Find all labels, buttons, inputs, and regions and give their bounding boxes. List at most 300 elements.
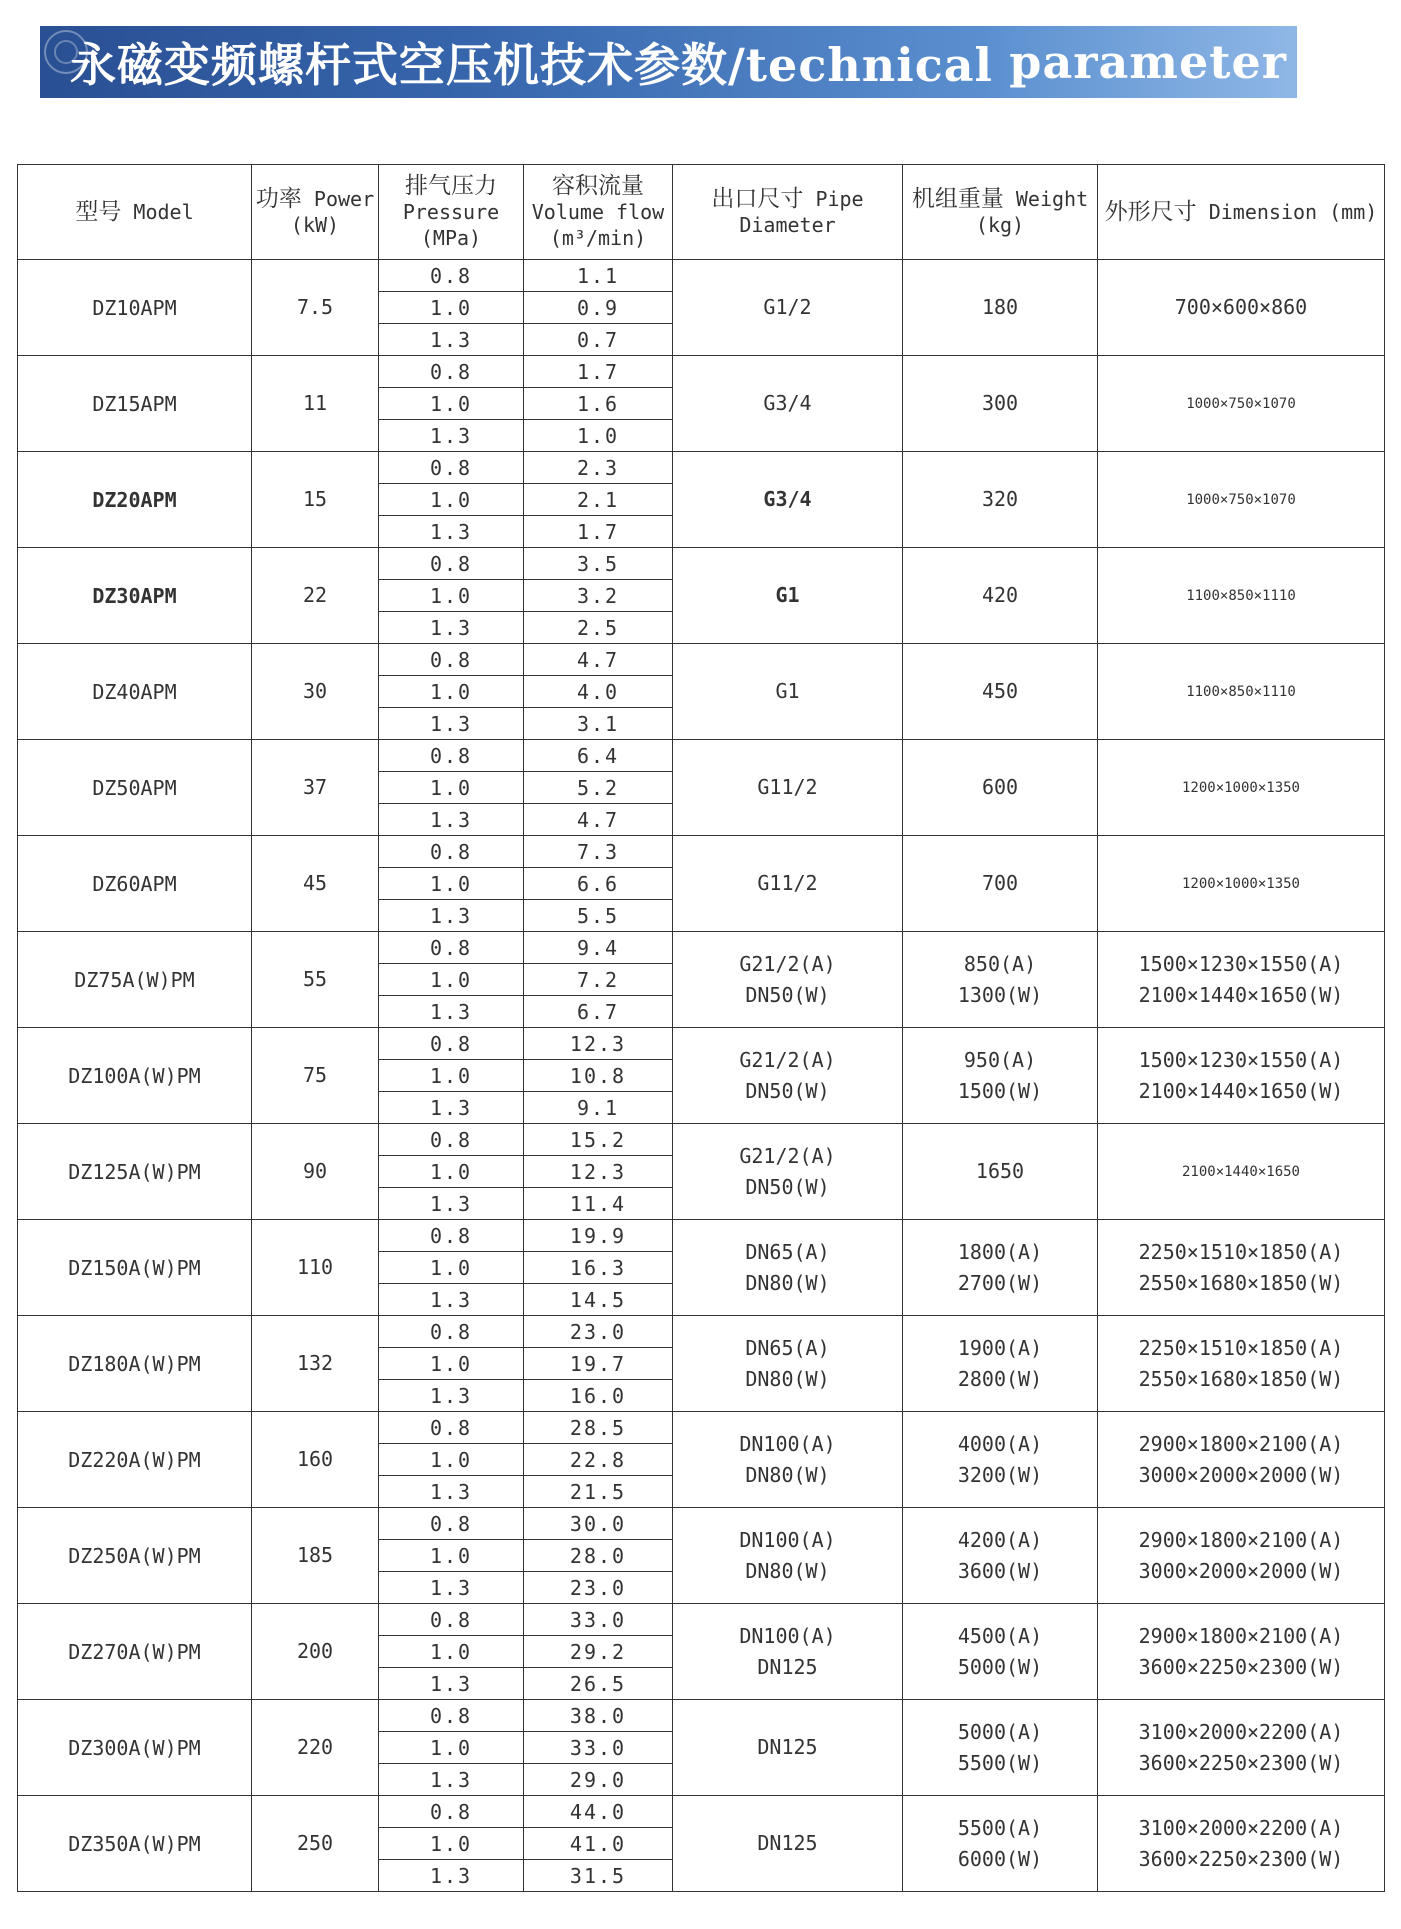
- pressure-cell: 1.0: [379, 1828, 524, 1860]
- weight-cell-line: 950(A): [963, 1047, 1037, 1072]
- header-dimension-en: Dimension: [1208, 200, 1318, 224]
- dimension-cell-line: 3000×2000×2000(W): [1138, 1462, 1344, 1487]
- header-pressure-cn: 排气压力: [405, 173, 497, 199]
- flow-cell: 6.6: [524, 868, 673, 900]
- pipe-cell-line: G11/2: [757, 775, 818, 799]
- weight-cell-line: 6000(W): [957, 1846, 1043, 1871]
- dimension-cell-line: 2250×1510×1850(A): [1138, 1335, 1344, 1360]
- header-power-unit: (kW): [290, 213, 340, 237]
- pipe-cell: [673, 260, 903, 356]
- flow-cell: 2.3: [524, 452, 673, 484]
- pressure-cell: 1.3: [379, 324, 524, 356]
- weight-cell-line: 3600(W): [957, 1558, 1043, 1583]
- model-cell: DZ270A(W)PM: [18, 1604, 252, 1700]
- flow-cell: 33.0: [524, 1732, 673, 1764]
- pipe-cell: [673, 548, 903, 644]
- dimension-cell-line: 3000×2000×2000(W): [1138, 1558, 1344, 1583]
- model-cell: DZ60APM: [18, 836, 252, 932]
- header-flow: [524, 165, 673, 260]
- header-model-cn: 型号: [75, 199, 122, 225]
- weight-cell-line: 4200(A): [957, 1527, 1043, 1552]
- pipe-cell: [673, 1124, 903, 1220]
- dimension-cell-line: 1100×850×1110: [1186, 683, 1296, 700]
- power-cell: 132: [252, 1316, 379, 1412]
- header-model-en: Model: [133, 200, 194, 224]
- title-banner: [40, 26, 1297, 98]
- flow-cell: 4.0: [524, 676, 673, 708]
- flow-cell: 23.0: [524, 1572, 673, 1604]
- pipe-cell-line: DN50(W): [745, 1174, 830, 1199]
- dimension-cell-line: 3600×2250×2300(W): [1138, 1654, 1344, 1679]
- weight-cell-line: 2800(W): [957, 1366, 1043, 1391]
- power-cell: 55: [252, 932, 379, 1028]
- flow-cell: 11.4: [524, 1188, 673, 1220]
- pipe-cell-line: G11/2: [757, 871, 818, 895]
- flow-cell: 2.1: [524, 484, 673, 516]
- model-cell: DZ220A(W)PM: [18, 1412, 252, 1508]
- flow-cell: 10.8: [524, 1060, 673, 1092]
- header-weight: [903, 165, 1098, 260]
- pressure-cell: 1.3: [379, 516, 524, 548]
- weight-cell: [903, 836, 1098, 932]
- pipe-cell-line: DN80(W): [745, 1462, 830, 1487]
- dimension-cell: [1098, 1604, 1385, 1700]
- pipe-cell-line: G1: [775, 583, 800, 607]
- flow-cell: 7.3: [524, 836, 673, 868]
- weight-cell: [903, 1220, 1098, 1316]
- dimension-cell-line: 2100×1440×1650: [1181, 1163, 1300, 1180]
- pressure-cell: 0.8: [379, 1220, 524, 1252]
- pressure-cell: 0.8: [379, 740, 524, 772]
- pressure-cell: 0.8: [379, 836, 524, 868]
- power-cell: 45: [252, 836, 379, 932]
- header-dimension: [1098, 165, 1385, 260]
- dimension-cell-line: 1000×750×1070: [1186, 395, 1296, 412]
- pressure-cell: 0.8: [379, 260, 524, 292]
- weight-cell: [903, 1412, 1098, 1508]
- table-row: [18, 356, 1385, 388]
- model-cell: DZ350A(W)PM: [18, 1796, 252, 1892]
- page-title-main: 永磁变频螺杆式空压机技术参数/technical: [70, 38, 993, 92]
- pressure-cell: 0.8: [379, 548, 524, 580]
- flow-cell: 0.7: [524, 324, 673, 356]
- flow-cell: 22.8: [524, 1444, 673, 1476]
- flow-cell: 31.5: [524, 1860, 673, 1892]
- pressure-cell: 1.3: [379, 1572, 524, 1604]
- pressure-cell: 1.3: [379, 1380, 524, 1412]
- header-dimension-unit: (mm): [1329, 200, 1378, 224]
- model-cell: DZ10APM: [18, 260, 252, 356]
- dimension-cell-line: 3100×2000×2200(A): [1138, 1815, 1344, 1840]
- flow-cell: 28.5: [524, 1412, 673, 1444]
- weight-cell-line: 3200(W): [957, 1462, 1043, 1487]
- table-row: [18, 1604, 1385, 1636]
- pressure-cell: 1.3: [379, 804, 524, 836]
- dimension-cell: [1098, 1316, 1385, 1412]
- dimension-cell: [1098, 1220, 1385, 1316]
- pressure-cell: 1.3: [379, 1668, 524, 1700]
- flow-cell: 3.2: [524, 580, 673, 612]
- pipe-cell-line: DN80(W): [745, 1270, 830, 1295]
- table-row: [18, 644, 1385, 676]
- pressure-cell: 1.3: [379, 420, 524, 452]
- dimension-cell: [1098, 932, 1385, 1028]
- pressure-cell: 0.8: [379, 1316, 524, 1348]
- pressure-cell: 1.0: [379, 1444, 524, 1476]
- weight-cell: [903, 1604, 1098, 1700]
- weight-cell-line: 5000(W): [957, 1654, 1043, 1679]
- power-cell: 37: [252, 740, 379, 836]
- pressure-cell: 1.3: [379, 996, 524, 1028]
- model-cell: DZ40APM: [18, 644, 252, 740]
- dimension-cell: [1098, 452, 1385, 548]
- power-cell: 22: [252, 548, 379, 644]
- pressure-cell: 1.0: [379, 1348, 524, 1380]
- header-pressure: [379, 165, 524, 260]
- flow-cell: 3.5: [524, 548, 673, 580]
- weight-cell-line: 180: [981, 295, 1019, 319]
- pressure-cell: 1.3: [379, 1092, 524, 1124]
- power-cell: 7.5: [252, 260, 379, 356]
- weight-cell-line: 2700(W): [957, 1270, 1043, 1295]
- pressure-cell: 1.0: [379, 1060, 524, 1092]
- header-pressure-unit: (MPa): [420, 226, 482, 250]
- pipe-cell: [673, 1700, 903, 1796]
- header-flow-en: Volume flow: [531, 200, 665, 224]
- pressure-cell: 0.8: [379, 452, 524, 484]
- power-cell: 160: [252, 1412, 379, 1508]
- pipe-cell-line: DN125: [757, 1831, 818, 1855]
- weight-cell-line: 1500(W): [957, 1078, 1043, 1103]
- pipe-cell-line: G21/2(A): [739, 1143, 836, 1168]
- dimension-cell-line: 3600×2250×2300(W): [1138, 1750, 1344, 1775]
- pressure-cell: 0.8: [379, 1796, 524, 1828]
- dimension-cell-line: 1000×750×1070: [1186, 491, 1296, 508]
- dimension-cell-line: 700×600×860: [1174, 295, 1308, 319]
- flow-cell: 23.0: [524, 1316, 673, 1348]
- dimension-cell-line: 1200×1000×1350: [1181, 875, 1300, 892]
- weight-cell-line: 700: [981, 871, 1019, 895]
- pipe-cell-line: DN100(A): [739, 1431, 836, 1456]
- dimension-cell-line: 1500×1230×1550(A): [1138, 1047, 1344, 1072]
- table-row: [18, 548, 1385, 580]
- pressure-cell: 0.8: [379, 1028, 524, 1060]
- pressure-cell: 1.3: [379, 1476, 524, 1508]
- flow-cell: 12.3: [524, 1156, 673, 1188]
- header-power: [252, 165, 379, 260]
- pressure-cell: 1.0: [379, 1540, 524, 1572]
- weight-cell: [903, 1124, 1098, 1220]
- flow-cell: 29.0: [524, 1764, 673, 1796]
- dimension-cell-line: 1200×1000×1350: [1181, 779, 1300, 796]
- power-cell: 30: [252, 644, 379, 740]
- header-pressure-en: Pressure: [402, 200, 500, 224]
- power-cell: 110: [252, 1220, 379, 1316]
- dimension-cell-line: 1100×850×1110: [1186, 587, 1296, 604]
- flow-cell: 44.0: [524, 1796, 673, 1828]
- pressure-cell: 1.0: [379, 1252, 524, 1284]
- model-cell: DZ300A(W)PM: [18, 1700, 252, 1796]
- dimension-cell-line: 2100×1440×1650(W): [1138, 982, 1344, 1007]
- model-cell: DZ50APM: [18, 740, 252, 836]
- dimension-cell-line: 2100×1440×1650(W): [1138, 1078, 1344, 1103]
- weight-cell-line: 4000(A): [957, 1431, 1043, 1456]
- dimension-cell-line: 3600×2250×2300(W): [1138, 1846, 1344, 1871]
- weight-cell: [903, 1508, 1098, 1604]
- header-weight-cn: 机组重量: [911, 186, 1004, 212]
- pipe-cell-line: G1/2: [763, 295, 812, 319]
- flow-cell: 4.7: [524, 644, 673, 676]
- pressure-cell: 1.0: [379, 772, 524, 804]
- pipe-cell-line: G21/2(A): [739, 951, 836, 976]
- weight-cell-line: 1650: [975, 1159, 1025, 1183]
- pipe-cell: [673, 740, 903, 836]
- flow-cell: 6.4: [524, 740, 673, 772]
- flow-cell: 38.0: [524, 1700, 673, 1732]
- header-pipe-en2: Diameter: [739, 213, 836, 237]
- dimension-cell-line: 3100×2000×2200(A): [1138, 1719, 1344, 1744]
- power-cell: 75: [252, 1028, 379, 1124]
- weight-cell-line: 5500(A): [957, 1815, 1043, 1840]
- flow-cell: 1.7: [524, 516, 673, 548]
- header-dimension-cn: 外形尺寸: [1104, 199, 1197, 225]
- pressure-cell: 1.3: [379, 900, 524, 932]
- flow-cell: 16.3: [524, 1252, 673, 1284]
- weight-cell-line: 5000(A): [957, 1719, 1043, 1744]
- weight-cell-line: 300: [981, 391, 1019, 415]
- pipe-cell: [673, 1796, 903, 1892]
- dimension-cell-line: 2900×1800×2100(A): [1138, 1527, 1344, 1552]
- flow-cell: 33.0: [524, 1604, 673, 1636]
- header-power-en: Power: [313, 187, 375, 211]
- power-cell: 200: [252, 1604, 379, 1700]
- pipe-cell: [673, 1220, 903, 1316]
- pipe-cell-line: DN80(W): [745, 1366, 830, 1391]
- flow-cell: 2.5: [524, 612, 673, 644]
- power-cell: 220: [252, 1700, 379, 1796]
- model-cell: DZ15APM: [18, 356, 252, 452]
- pressure-cell: 0.8: [379, 1124, 524, 1156]
- pipe-cell: [673, 932, 903, 1028]
- table-row: [18, 932, 1385, 964]
- pressure-cell: 0.8: [379, 932, 524, 964]
- pipe-cell-line: DN125: [757, 1654, 818, 1679]
- power-cell: 250: [252, 1796, 379, 1892]
- weight-cell: [903, 740, 1098, 836]
- flow-cell: 26.5: [524, 1668, 673, 1700]
- pressure-cell: 1.3: [379, 708, 524, 740]
- model-cell: DZ30APM: [18, 548, 252, 644]
- pipe-cell-line: DN50(W): [745, 1078, 830, 1103]
- flow-cell: 1.7: [524, 356, 673, 388]
- pipe-cell-line: G1: [775, 679, 800, 703]
- weight-cell-line: 420: [981, 583, 1019, 607]
- flow-cell: 15.2: [524, 1124, 673, 1156]
- flow-cell: 1.6: [524, 388, 673, 420]
- weight-cell-line: 5500(W): [957, 1750, 1043, 1775]
- dimension-cell: [1098, 1028, 1385, 1124]
- model-cell: DZ150A(W)PM: [18, 1220, 252, 1316]
- flow-cell: 19.7: [524, 1348, 673, 1380]
- weight-cell-line: 600: [981, 775, 1019, 799]
- header-model: [18, 165, 252, 260]
- page-title: [70, 32, 1287, 92]
- dimension-cell: [1098, 356, 1385, 452]
- header-flow-unit: (m³/min): [549, 226, 647, 250]
- flow-cell: 29.2: [524, 1636, 673, 1668]
- page-title-suffix: parameter: [1009, 35, 1287, 89]
- header-pipe-en1: Pipe: [815, 187, 864, 211]
- flow-cell: 4.7: [524, 804, 673, 836]
- weight-cell: [903, 356, 1098, 452]
- pipe-cell-line: DN125: [757, 1735, 818, 1759]
- table-row: [18, 452, 1385, 484]
- table-row: [18, 1124, 1385, 1156]
- dimension-cell: [1098, 644, 1385, 740]
- pipe-cell-line: G3/4: [763, 487, 812, 511]
- pressure-cell: 0.8: [379, 644, 524, 676]
- pipe-cell: [673, 836, 903, 932]
- model-cell: DZ100A(W)PM: [18, 1028, 252, 1124]
- pressure-cell: 1.3: [379, 1860, 524, 1892]
- flow-cell: 30.0: [524, 1508, 673, 1540]
- model-cell: DZ20APM: [18, 452, 252, 548]
- pipe-cell: [673, 1412, 903, 1508]
- flow-cell: 41.0: [524, 1828, 673, 1860]
- dimension-cell-line: 2550×1680×1850(W): [1138, 1270, 1344, 1295]
- pressure-cell: 1.0: [379, 580, 524, 612]
- pipe-cell-line: DN65(A): [745, 1335, 830, 1360]
- weight-cell: [903, 1028, 1098, 1124]
- dimension-cell-line: 1500×1230×1550(A): [1138, 951, 1344, 976]
- dimension-cell: [1098, 260, 1385, 356]
- pressure-cell: 0.8: [379, 1604, 524, 1636]
- flow-cell: 9.1: [524, 1092, 673, 1124]
- pressure-cell: 1.3: [379, 1764, 524, 1796]
- pipe-cell-line: DN80(W): [745, 1558, 830, 1583]
- pressure-cell: 1.0: [379, 1156, 524, 1188]
- pressure-cell: 1.0: [379, 1636, 524, 1668]
- dimension-cell: [1098, 740, 1385, 836]
- flow-cell: 1.1: [524, 260, 673, 292]
- weight-cell: [903, 1700, 1098, 1796]
- weight-cell: [903, 932, 1098, 1028]
- pressure-cell: 1.0: [379, 484, 524, 516]
- weight-cell: [903, 1316, 1098, 1412]
- flow-cell: 3.1: [524, 708, 673, 740]
- pipe-cell: [673, 356, 903, 452]
- dimension-cell-line: 2900×1800×2100(A): [1138, 1623, 1344, 1648]
- model-cell: DZ125A(W)PM: [18, 1124, 252, 1220]
- dimension-cell: [1098, 1124, 1385, 1220]
- pipe-cell: [673, 452, 903, 548]
- table-row: [18, 1220, 1385, 1252]
- pipe-cell-line: DN50(W): [745, 982, 830, 1007]
- weight-cell-line: 4500(A): [957, 1623, 1043, 1648]
- weight-cell-line: 320: [981, 487, 1019, 511]
- table-row: [18, 740, 1385, 772]
- power-cell: 11: [252, 356, 379, 452]
- flow-cell: 21.5: [524, 1476, 673, 1508]
- table-row: [18, 1700, 1385, 1732]
- pressure-cell: 0.8: [379, 1508, 524, 1540]
- model-cell: DZ75A(W)PM: [18, 932, 252, 1028]
- pipe-cell-line: G21/2(A): [739, 1047, 836, 1072]
- table-row: [18, 1412, 1385, 1444]
- table-row: [18, 1028, 1385, 1060]
- pressure-cell: 1.0: [379, 292, 524, 324]
- flow-cell: 12.3: [524, 1028, 673, 1060]
- weight-cell-line: 850(A): [963, 951, 1037, 976]
- flow-cell: 5.2: [524, 772, 673, 804]
- flow-cell: 7.2: [524, 964, 673, 996]
- weight-cell: [903, 452, 1098, 548]
- pipe-cell-line: DN100(A): [739, 1623, 836, 1648]
- dimension-cell: [1098, 548, 1385, 644]
- weight-cell-line: 1800(A): [957, 1239, 1043, 1264]
- flow-cell: 19.9: [524, 1220, 673, 1252]
- dimension-cell-line: 2250×1510×1850(A): [1138, 1239, 1344, 1264]
- pipe-cell: [673, 644, 903, 740]
- model-cell: DZ180A(W)PM: [18, 1316, 252, 1412]
- weight-cell: [903, 548, 1098, 644]
- pressure-cell: 1.0: [379, 388, 524, 420]
- pipe-cell: [673, 1508, 903, 1604]
- dimension-cell: [1098, 836, 1385, 932]
- weight-cell-line: 450: [981, 679, 1019, 703]
- power-cell: 15: [252, 452, 379, 548]
- table-row: [18, 836, 1385, 868]
- pipe-cell: [673, 1316, 903, 1412]
- header-pipe-cn: 出口尺寸: [711, 186, 804, 212]
- dimension-cell-line: 2900×1800×2100(A): [1138, 1431, 1344, 1456]
- header-weight-unit: (kg): [975, 213, 1025, 237]
- flow-cell: 14.5: [524, 1284, 673, 1316]
- pressure-cell: 1.0: [379, 964, 524, 996]
- weight-cell: [903, 1796, 1098, 1892]
- table-row: [18, 260, 1385, 292]
- header-power-cn: 功率: [255, 186, 302, 212]
- pipe-cell-line: DN100(A): [739, 1527, 836, 1552]
- flow-cell: 0.9: [524, 292, 673, 324]
- pressure-cell: 1.0: [379, 676, 524, 708]
- pressure-cell: 0.8: [379, 1412, 524, 1444]
- pipe-cell: [673, 1604, 903, 1700]
- flow-cell: 6.7: [524, 996, 673, 1028]
- power-cell: 90: [252, 1124, 379, 1220]
- header-weight-en: Weight: [1015, 187, 1089, 211]
- pressure-cell: 0.8: [379, 1700, 524, 1732]
- table-header: [18, 165, 1385, 260]
- pressure-cell: 1.0: [379, 868, 524, 900]
- flow-cell: 5.5: [524, 900, 673, 932]
- header-pipe: [673, 165, 903, 260]
- weight-cell-line: 1300(W): [957, 982, 1043, 1007]
- pipe-cell-line: G3/4: [763, 391, 812, 415]
- pressure-cell: 1.3: [379, 1284, 524, 1316]
- dimension-cell: [1098, 1700, 1385, 1796]
- header-flow-cn: 容积流量: [552, 173, 644, 199]
- flow-cell: 9.4: [524, 932, 673, 964]
- power-cell: 185: [252, 1508, 379, 1604]
- model-cell: DZ250A(W)PM: [18, 1508, 252, 1604]
- table-row: [18, 1316, 1385, 1348]
- table-row: [18, 1796, 1385, 1828]
- parameter-table: [17, 164, 1385, 1892]
- pressure-cell: 0.8: [379, 356, 524, 388]
- dimension-cell: [1098, 1796, 1385, 1892]
- dimension-cell: [1098, 1412, 1385, 1508]
